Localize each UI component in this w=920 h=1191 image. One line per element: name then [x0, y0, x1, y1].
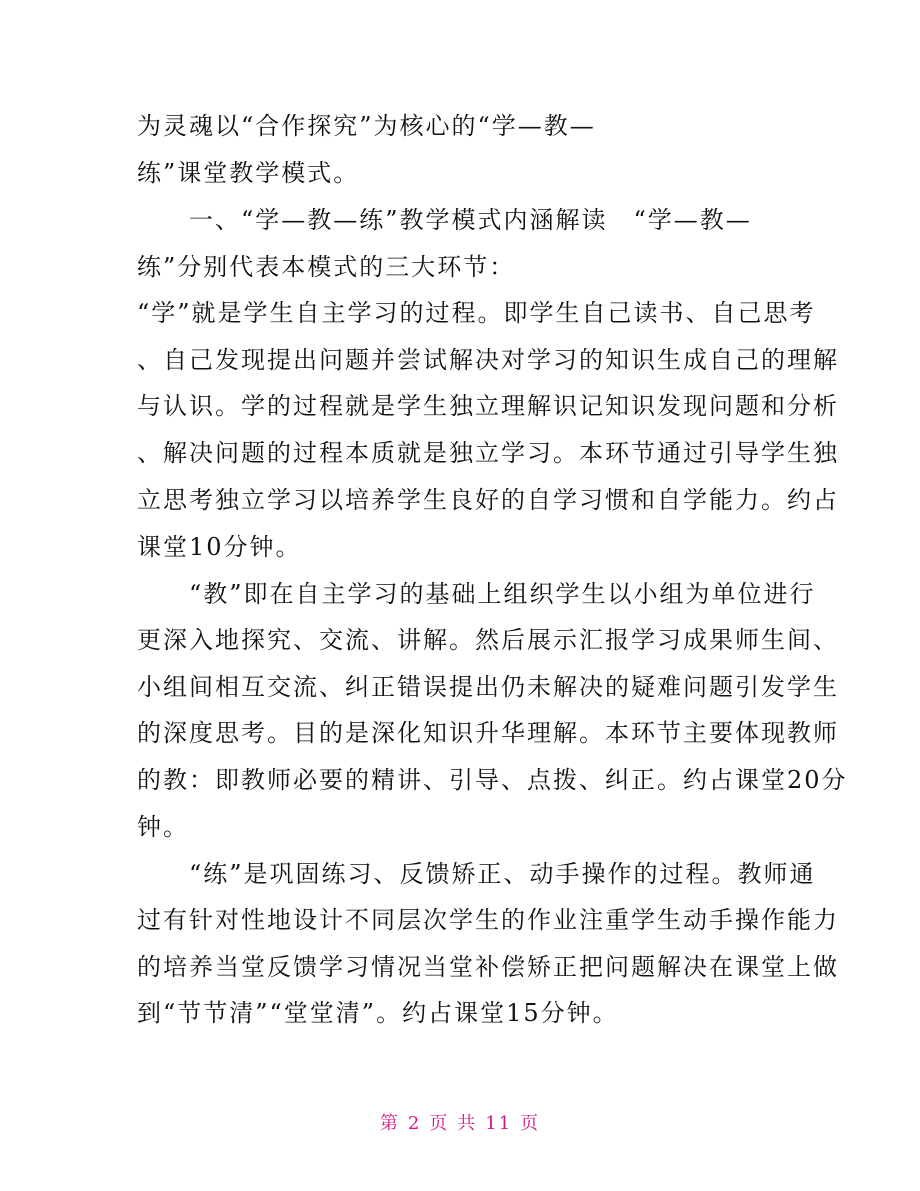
footer-di: 第 — [379, 1113, 400, 1134]
text-line: 练”分别代表本模式的三大环节： — [137, 253, 516, 281]
text-line: 立思考独立学习以培养学生良好的自学习惯和自学能力。约占 — [137, 486, 839, 514]
text-line: 课堂10分钟。 — [137, 533, 302, 561]
footer-ye: 页 — [429, 1113, 450, 1134]
text-line: 的教：即教师必要的精讲、引导、点拨、纠正。约占课堂20分 — [137, 766, 848, 794]
footer-gong: 共 — [457, 1113, 478, 1134]
text-line: 小组间相互交流、纠正错误提出仍未解决的疑难问题引发学生 — [137, 673, 839, 701]
text-line: 的深度思考。目的是深化知识升华理解。本环节主要体现教师 — [137, 719, 839, 747]
footer-total-pages: 11 — [485, 1113, 513, 1134]
text-line: “练”是巩固练习、反馈矫正、动手操作的过程。教师通 — [137, 860, 816, 888]
footer-ye2: 页 — [520, 1113, 541, 1134]
text-line: 练”课堂教学模式。 — [137, 159, 360, 187]
text-line: “学”就是学生自主学习的过程。即学生自己读书、自己思考 — [137, 299, 816, 327]
text-line: 、解决问题的过程本质就是独立学习。本环节通过引导学生独 — [137, 439, 839, 467]
text-line: 更深入地探究、交流、讲解。然后展示汇报学习成果师生间、 — [137, 626, 839, 654]
footer-page-number: 2 — [407, 1113, 422, 1134]
text-line: 、自己发现提出问题并尝试解决对学习的知识生成自己的理解 — [137, 346, 839, 374]
text-line: “教”即在自主学习的基础上组织学生以小组为单位进行 — [137, 580, 816, 608]
text-line: 过有针对性地设计不同层次学生的作业注重学生动手操作能力 — [137, 906, 839, 934]
text-line: 与认识。学的过程就是学生独立理解识记知识发现问题和分析 — [137, 392, 839, 420]
text-line: 到“节节清”“堂堂清”。约占课堂15分钟。 — [137, 999, 619, 1027]
page-footer — [0, 1112, 920, 1136]
text-line: 一、“学—教—练”教学模式内涵解读 “学—教— — [137, 206, 752, 234]
text-line: 钟。 — [137, 813, 189, 841]
text-line: 的培养当堂反馈学习情况当堂补偿矫正把问题解决在课堂上做 — [137, 953, 839, 981]
text-line: 为灵魂以“合作探究”为核心的“学—教— — [137, 112, 596, 140]
